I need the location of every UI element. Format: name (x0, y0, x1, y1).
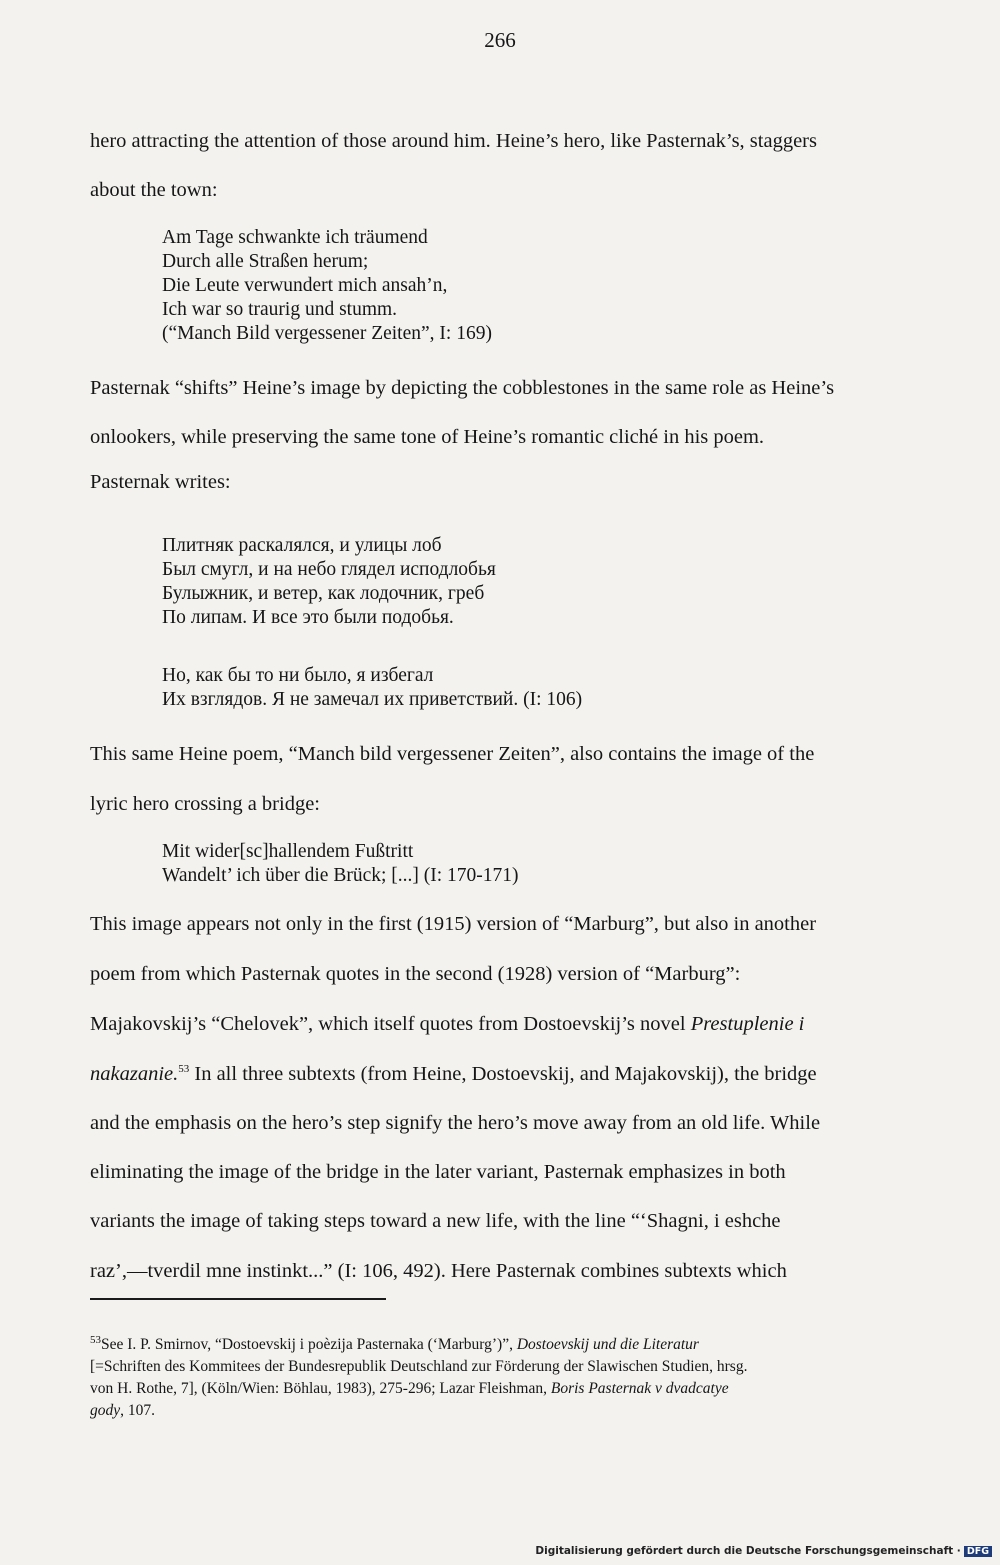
banner-text: Digitalisierung gefördert durch die Deutsche Forschungsgemeinschaft · (535, 1545, 961, 1557)
footnote-title: Boris Pasternak v dvadcatye (550, 1380, 729, 1397)
body-line: This image appears not only in the first (1915) version of “Marburg”, but also in another (90, 913, 817, 935)
footnote-text: See I. P. Smirnov, “Dostoevskij i poèzija Pasternaka (‘Marburg’)”, (101, 1336, 517, 1353)
body-line: hero attracting the attention of those around him. Heine’s hero, like Pasternak’s, staggers (90, 130, 817, 152)
verse-line: Mit wider[sc]hallendem Fußtritt (162, 841, 414, 862)
body-line: about the town: (90, 179, 218, 201)
body-text: In all three subtexts (from Heine, Dostoevskij, and Majakovskij), the bridge (189, 1063, 817, 1085)
body-line: Pasternak writes: (90, 471, 231, 493)
footnote-title: gody (90, 1402, 121, 1419)
body-line: onlookers, while preserving the same tone of Heine’s romantic cliché in his poem. (90, 426, 765, 448)
verse-line: Но, как бы то ни было, я избегал (162, 665, 434, 686)
footnote-reference[interactable]: 53 (178, 1063, 190, 1076)
footnote-line (90, 1378, 970, 1400)
body-line: and the emphasis on the hero’s step signify the hero’s move away from an old life. While (90, 1112, 821, 1134)
digitization-banner (535, 1545, 992, 1557)
verse-line: Был смугл, и на небо глядел исподлобья (162, 559, 496, 580)
verse-line: Durch alle Straßen herum; (162, 251, 369, 272)
body-line (90, 1014, 804, 1035)
verse-citation: (“Manch Bild vergessener Zeiten”, I: 169) (162, 323, 492, 344)
verse-line: Их взглядов. Я не замечал их приветствий. (I: 106) (162, 689, 583, 710)
body-line: variants the image of taking steps toward a new life, with the line “‘Shagni, i eshche (90, 1210, 781, 1232)
footnote-text: von H. Rothe, 7], (Köln/Wien: Böhlau, 1983), 275-296; Lazar Fleishman, (90, 1380, 551, 1397)
body-line: lyric hero crossing a bridge: (90, 793, 320, 815)
verse-line: Плитняк раскалялся, и улицы лоб (162, 535, 442, 556)
body-line: raz’,—tverdil mne instinkt...” (I: 106, 492). Here Pasternak combines subtexts which (90, 1260, 787, 1282)
verse-line: Булыжник, и ветер, как лодочник, греб (162, 583, 485, 604)
page-number: 266 (484, 28, 516, 52)
footnote-title: Dostoevskij und die Literatur (516, 1336, 699, 1353)
dfg-logo: DFG (964, 1546, 992, 1557)
block-quote-heine-2 (162, 840, 519, 888)
footnote-line (90, 1400, 970, 1422)
footnote-divider (90, 1298, 386, 1300)
verse-line: Die Leute verwundert mich ansah’n, (162, 275, 448, 296)
body-line: This same Heine poem, “Manch bild vergessener Zeiten”, also contains the image of the (90, 743, 815, 765)
body-line: eliminating the image of the bridge in the later variant, Pasternak emphasizes in both (90, 1161, 786, 1183)
block-quote-pasternak-stanza-2 (162, 664, 582, 712)
body-text: Majakovskij’s “Chelovek”, which itself quotes from Dostoevskij’s novel (90, 1013, 691, 1035)
body-line: poem from which Pasternak quotes in the second (1928) version of “Marburg”: (90, 963, 741, 985)
verse-line: По липам. И все это были подобья. (162, 607, 454, 628)
footnote-text: , 107. (120, 1402, 156, 1419)
footnote-line: [=Schriften des Kommitees der Bundesrepublik Deutschland zur Förderung der Slawischen Studien, hrsg. (90, 1358, 748, 1375)
footnote-number: 53 (90, 1333, 101, 1346)
book-title: nakazanie. (90, 1063, 179, 1085)
footnote-53 (90, 1334, 970, 1422)
block-quote-pasternak-stanza-1 (162, 534, 496, 630)
verse-citation: Wandelt’ ich über die Brück; [...] (I: 170-171) (162, 865, 519, 886)
body-line: Pasternak “shifts” Heine’s image by depicting the cobblestones in the same role as Heine’s (90, 377, 835, 399)
footnote-line (90, 1334, 970, 1356)
body-line (90, 1064, 817, 1085)
block-quote-heine-1 (162, 226, 492, 346)
book-title: Prestuplenie i (690, 1013, 805, 1035)
verse-line: Am Tage schwankte ich träumend (162, 227, 428, 248)
verse-line: Ich war so traurig und stumm. (162, 299, 398, 320)
